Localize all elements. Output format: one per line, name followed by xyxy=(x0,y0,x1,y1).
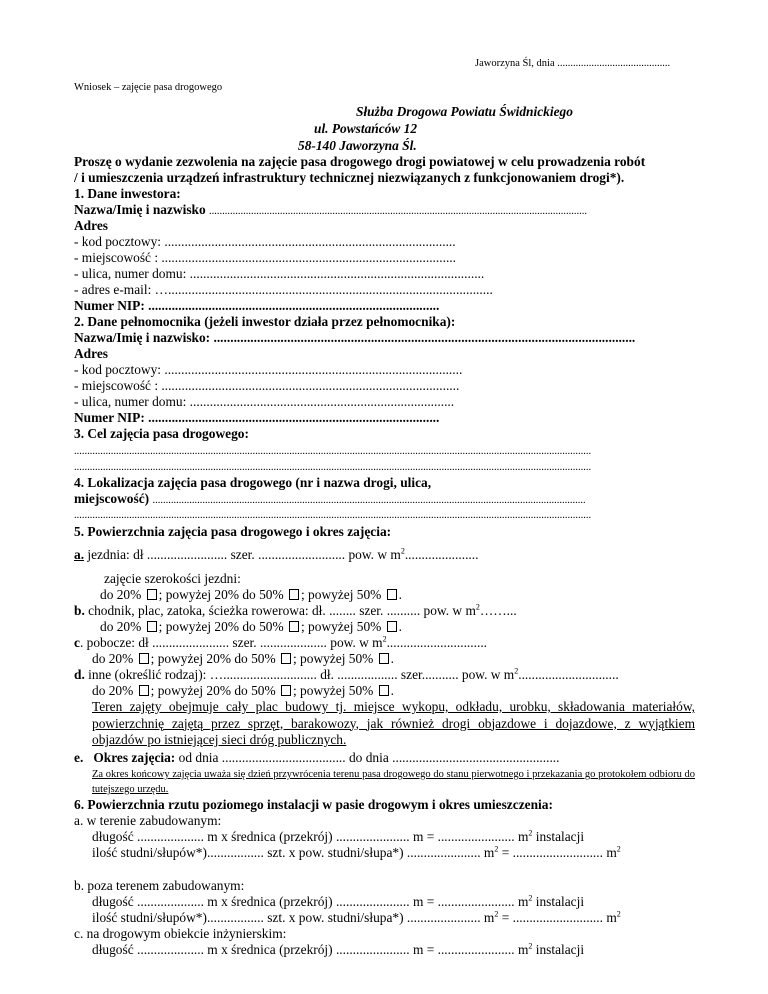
addressee-street: ul. Powstańców 12 xyxy=(314,121,418,136)
period-row[interactable]: e. Okres zajęcia: od dnia ..................................... do dnia .................................................. xyxy=(74,750,560,765)
roadway-tail[interactable]: ...................... xyxy=(404,547,479,562)
section-3-title: 3. Cel zajęcia pasa drogowego: xyxy=(74,426,249,441)
checkbox-icon[interactable] xyxy=(289,621,299,632)
proxy-city-field[interactable]: - miejscowość : ......................................................................................... xyxy=(74,378,460,393)
built-up-length-row[interactable]: długość .................... m x średnica (przekrój) ...................... m = ....................... $m^2$ instalacji xyxy=(92,828,585,844)
section-1-title: 1. Dane inwestora: xyxy=(74,186,181,201)
outside-wells-row[interactable]: ilość studni/słupów*)................. szt. x pow. studni/słupa*) ...................... $m^2$ = ........................... $m^2$ xyxy=(92,909,621,925)
roadway-text[interactable]: jezdnia: dł ........................ szer. .......................... pow. w m xyxy=(84,547,401,562)
checkbox-icon[interactable] xyxy=(289,589,299,600)
sidewalk-row[interactable]: b. chodnik, plac, zatoka, ścieżka rowerowa: dł. ........ szer. .......... pow. w $m^2\dots\dots$... xyxy=(74,602,517,618)
addressee-city: 58-140 Jaworzyna Śl. xyxy=(298,138,417,153)
investor-name-dots[interactable]: ................................................................................................................................................ xyxy=(209,206,588,217)
checkbox-icon[interactable] xyxy=(147,589,157,600)
outside-area-label: b. poza terenem zabudowanym: xyxy=(74,878,245,893)
checkbox-icon[interactable] xyxy=(379,653,389,664)
checkbox-icon[interactable] xyxy=(139,685,149,696)
investor-email-field[interactable]: - adres e-mail: …................................................................................................. xyxy=(74,282,493,297)
request-line-2: / i umieszczenia urządzeń infrastruktury technicznej niezwiązanych z funkcjonowaniem drogi*). xyxy=(74,170,625,185)
proxy-name-field[interactable]: Nazwa/Imię i nazwisko: .............................................................................................................................. xyxy=(74,330,636,345)
addressee-name: Służba Drogowa Powiatu Świdnickiego xyxy=(356,104,573,119)
sidewalk-label: b. xyxy=(74,603,85,618)
built-up-wells-row[interactable]: ilość studni/słupów*)................. szt. x pow. studni/słupa*) ...................... $m^2$ = ........................... $m^2$ xyxy=(92,844,621,860)
bridge-length-row[interactable]: długość .................... m x średnica (przekrój) ...................... m = ....................... $m^2$ instalacji xyxy=(92,941,585,957)
section-5-title: 5. Powierzchnia zajęcia pasa drogowego i okres zajęcia: xyxy=(74,524,392,539)
proxy-street-field[interactable]: - ulica, numer domu: ............................................................................... xyxy=(74,394,455,409)
other-label: d. xyxy=(74,667,85,682)
checkbox-icon[interactable] xyxy=(387,589,397,600)
investor-address-label: Adres xyxy=(74,218,108,233)
period-label-letter: e. xyxy=(74,750,84,765)
request-line-1: Proszę o wydanie zezwolenia na zajęcie pasa drogowego drogi powiatowej w celu prowadzenia robót xyxy=(74,154,646,169)
purpose-line-1[interactable]: ..................................................................................................................................................................................................... xyxy=(74,446,592,457)
location-dots[interactable]: ..................................................................................................................................................................... xyxy=(152,495,586,506)
period-label: Okres zajęcia: xyxy=(93,750,176,765)
other-pct-row[interactable]: do 20% ; powyżej 20% do 50% ; powyżej 50% . xyxy=(92,683,395,698)
investor-zip-field[interactable]: - kod pocztowy: ....................................................................................... xyxy=(74,234,456,249)
checkbox-icon[interactable] xyxy=(387,621,397,632)
outside-length-row[interactable]: długość .................... m x średnica (przekrój) ...................... m = ....................... $m^2$ instalacji xyxy=(92,893,585,909)
shoulder-label: c xyxy=(74,635,80,650)
other-row[interactable]: d. inne (określić rodzaj): …............................ dł. .................. szer........... pow. w $m^2$.............................. xyxy=(74,666,619,682)
proxy-address-label: Adres xyxy=(74,346,108,361)
location-line-2[interactable]: ..................................................................................................................................................................................................... xyxy=(74,510,592,521)
checkbox-icon[interactable] xyxy=(281,653,291,664)
location-label: miejscowość) xyxy=(74,491,150,506)
shoulder-row[interactable]: c. pobocze: dł ....................... szer. .................... pow. w $m^2$.............................. xyxy=(74,634,488,650)
proxy-nip-field[interactable]: Numer NIP: ....................................................................................... xyxy=(74,410,440,425)
shoulder-pct-row[interactable]: do 20% ; powyżej 20% do 50% ; powyżej 50% . xyxy=(92,651,395,666)
sidewalk-pct-row[interactable]: do 20% ; powyżej 20% do 50% ; powyżej 50% . xyxy=(100,619,403,634)
section-2-title: 2. Dane pełnomocnika (jeżeli inwestor działa przez pełnomocnika): xyxy=(74,314,456,329)
checkbox-icon[interactable] xyxy=(139,653,149,664)
occupied-area-note: Teren zajęty obejmuje cały plac budowy tj. miejsce wykopu, odkładu, urobku, składowania materiałów, powierzchnię zajętą przez sprzęt, barakowozy, jak również drogi objazdowe i dojazdowe, z wyjątkiem objazdów po istniejącej sieci dróg publicznych. xyxy=(92,699,695,747)
purpose-line-2[interactable]: ..................................................................................................................................................................................................... xyxy=(74,462,592,473)
section-4-title: 4. Lokalizacja zajęcia pasa drogowego (nr i nazwa drogi, ulica, xyxy=(74,475,432,490)
checkbox-icon[interactable] xyxy=(281,685,291,696)
proxy-zip-field[interactable]: - kod pocztowy: ......................................................................................... xyxy=(74,362,463,377)
roadway-row[interactable]: a. jezdnia: dł ........................ szer. .......................... pow. w $m^2$...................... xyxy=(74,546,479,562)
roadway-pct-row[interactable]: do 20% ; powyżej 20% do 50% ; powyżej 50% . xyxy=(100,587,403,602)
place-date[interactable]: Jaworzyna Śl, dnia ........................................... xyxy=(475,58,671,69)
period-note: Za okres końcowy zajęcia uważa się dzień przywrócenia terenu pasa drogowego do stanu pierwotnego i przekazania go protokołem odbioru do tutejszego urzędu. xyxy=(92,769,695,795)
checkbox-icon[interactable] xyxy=(147,621,157,632)
investor-nip-field[interactable]: Numer NIP: ....................................................................................... xyxy=(74,298,440,313)
roadway-width-label: zajęcie szerokości jezdni: xyxy=(104,571,241,586)
investor-name-label: Nazwa/Imię i nazwisko xyxy=(74,202,206,217)
investor-city-field[interactable]: - miejscowość : ........................................................................................ xyxy=(74,250,456,265)
roadway-label: a. xyxy=(74,547,85,562)
bridge-label: c. na drogowym obiekcie inżynierskim: xyxy=(74,926,287,941)
investor-street-field[interactable]: - ulica, numer domu: ........................................................................................ xyxy=(74,266,485,281)
checkbox-icon[interactable] xyxy=(379,685,389,696)
location-field[interactable] xyxy=(74,491,586,509)
section-6-title: 6. Powierzchnia rzutu poziomego instalacji w pasie drogowym i okres umieszczenia: xyxy=(74,797,553,812)
form-label: Wniosek – zajęcie pasa drogowego xyxy=(74,82,223,93)
investor-name-field[interactable] xyxy=(74,202,587,220)
built-up-area-label: a. w terenie zabudowanym: xyxy=(74,813,222,828)
